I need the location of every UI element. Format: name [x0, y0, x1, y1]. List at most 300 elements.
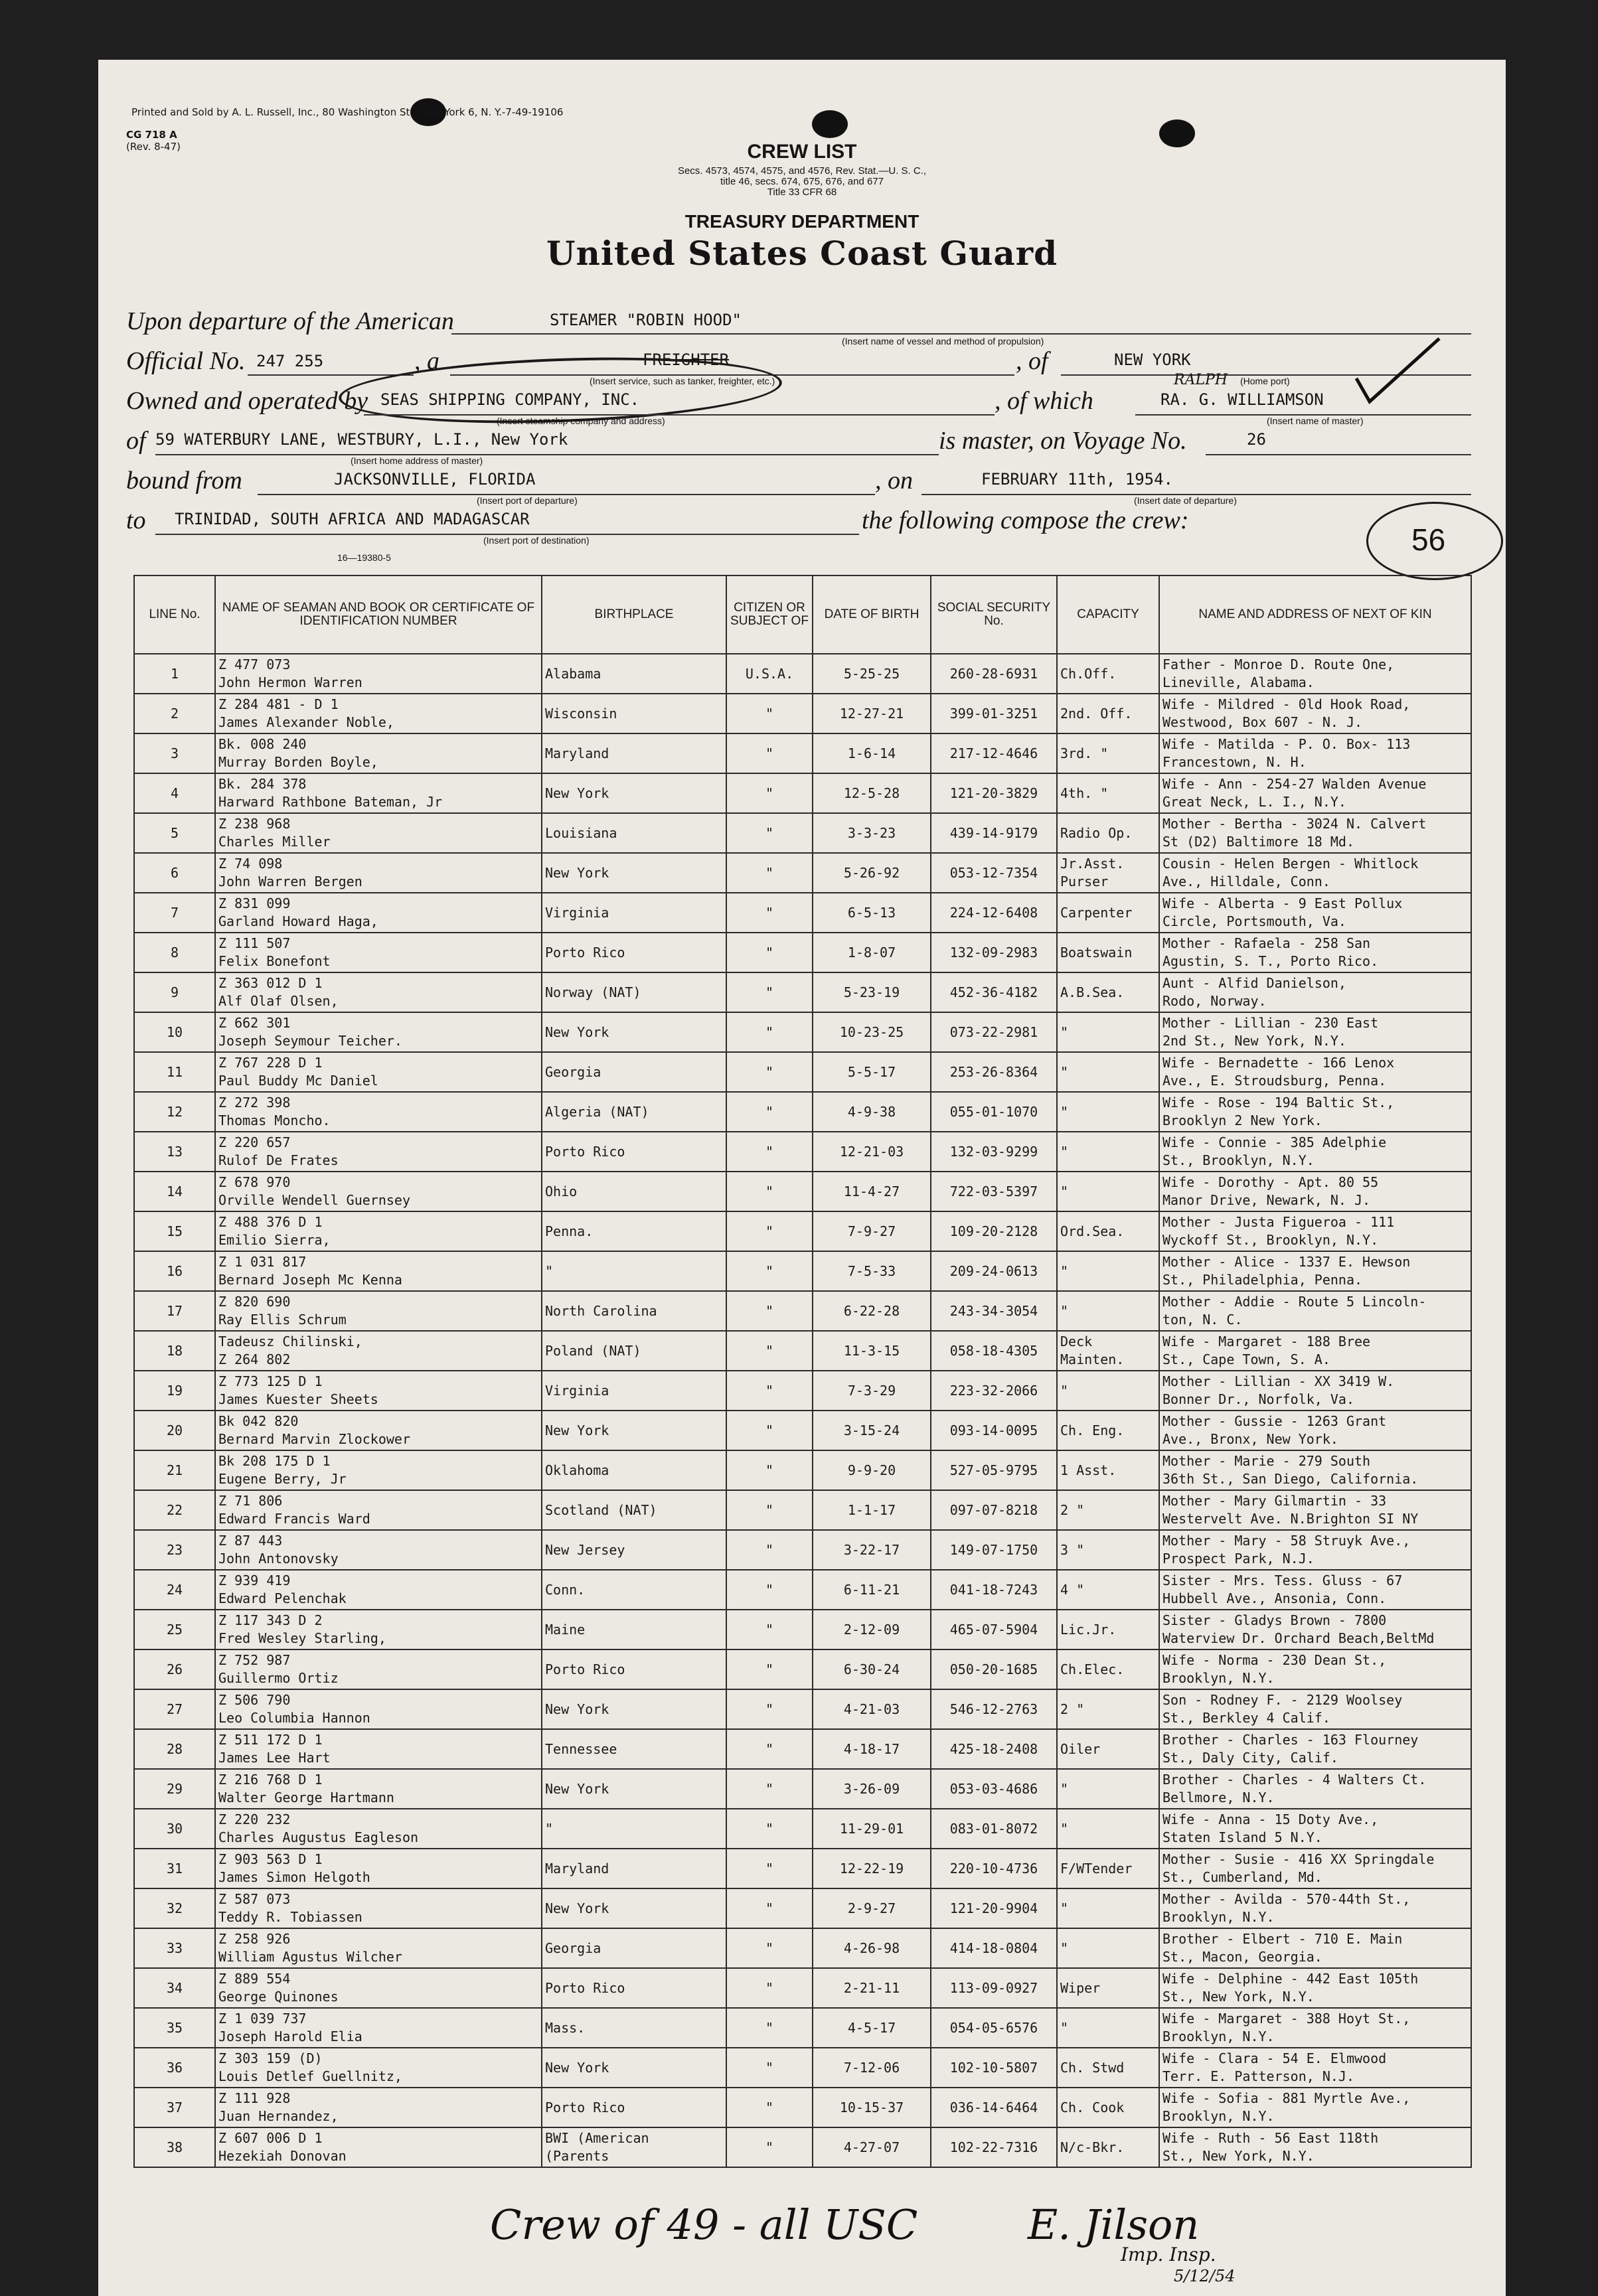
next-of-kin-cell-text: 36th St., San Diego, California. [1162, 1471, 1419, 1487]
citizen-cell [726, 694, 813, 733]
birthplace-cell-text: New Jersey [545, 1541, 625, 1558]
citizen-cell [726, 1331, 813, 1371]
capacity-cell-text: " [1060, 1820, 1069, 1837]
citizen-cell-text: " [765, 745, 774, 761]
next-of-kin-cell-text: Brooklyn, N.Y. [1162, 2028, 1275, 2044]
seaman-name-cell-text: Thomas Moncho. [218, 1112, 331, 1128]
date-of-birth-cell-text: 4-26-98 [843, 1940, 900, 1956]
next-of-kin-cell-text: Ave., Hilldale, Conn. [1162, 874, 1330, 889]
capacity-cell-text: Ch.Elec. [1060, 1661, 1125, 1677]
seaman-name-cell-text: Emilio Sierra, [218, 1232, 331, 1248]
line-number-cell [134, 694, 215, 733]
next-of-kin-cell-text: Wife - Margaret - 388 Hoyt St., [1162, 2011, 1411, 2027]
date-of-birth-cell-text: 7-3-29 [847, 1382, 896, 1399]
social-security-cell [931, 1251, 1057, 1291]
seaman-name-cell [215, 1132, 542, 1172]
birthplace-cell-text: Virginia [545, 1382, 609, 1399]
next-of-kin-cell-text: Prospect Park, N.J. [1162, 1551, 1315, 1567]
seaman-name-cell-text: Bk. 284 378 [218, 776, 307, 792]
table-row [134, 813, 1471, 853]
date-of-birth-cell [813, 733, 931, 773]
table-row [134, 1012, 1471, 1052]
social-security-cell-text: 399-01-3251 [949, 705, 1038, 722]
capacity-cell-text: 4 " [1060, 1581, 1085, 1598]
voyage-number: 26 [1247, 430, 1266, 449]
capacity-cell-text: F/WTender [1060, 1860, 1133, 1876]
next-of-kin-cell [1159, 972, 1471, 1012]
birthplace-cell-text: " [545, 1820, 554, 1837]
citizen-cell-text: " [765, 1063, 774, 1080]
next-of-kin-cell-text: Wife - Bernadette - 166 Lenox [1162, 1055, 1395, 1071]
line-number-cell [134, 1888, 215, 1928]
citizen-cell-text: " [765, 824, 774, 841]
fill-line [451, 333, 1471, 335]
next-of-kin-cell [1159, 1450, 1471, 1490]
social-security-cell [931, 1968, 1057, 2008]
capacity-cell-text: Ch. Cook [1060, 2099, 1125, 2115]
capacity-cell-text: Oiler [1060, 1740, 1101, 1757]
date-of-birth-cell [813, 2088, 931, 2127]
date-of-birth-cell [813, 1371, 931, 1411]
capacity-cell-text: " [1060, 1780, 1069, 1797]
next-of-kin-cell-text: Wife - Clara - 54 E. Elmwood [1162, 2050, 1387, 2066]
seaman-name-cell [215, 1968, 542, 2008]
capacity-cell [1057, 1411, 1159, 1450]
social-security-cell [931, 773, 1057, 813]
table-header-row [134, 575, 1471, 654]
seaman-name-cell-text: Z 506 790 [218, 1692, 291, 1708]
next-of-kin-cell-text: Brooklyn 2 New York. [1162, 1112, 1322, 1128]
social-security-cell [931, 1649, 1057, 1689]
birthplace-cell-text: Porto Rico [545, 1979, 625, 1996]
capacity-cell [1057, 1172, 1159, 1211]
citizen-cell-text: " [765, 1541, 774, 1558]
date-of-birth-cell [813, 773, 931, 813]
line-number-cell-text: 16 [166, 1263, 183, 1279]
capacity-cell [1057, 733, 1159, 773]
seaman-name-cell-text: Z 831 099 [218, 895, 291, 911]
official-number: 247 255 [256, 352, 324, 370]
seaman-name-cell [215, 1610, 542, 1649]
next-of-kin-cell-text: St., Daly City, Calif. [1162, 1750, 1338, 1766]
seaman-name-cell-text: William Agustus Wilcher [218, 1949, 402, 1965]
citizen-cell [726, 733, 813, 773]
next-of-kin-cell [1159, 2088, 1471, 2127]
next-of-kin-cell-text: Agustin, S. T., Porto Rico. [1162, 953, 1379, 969]
date-of-birth-cell [813, 694, 931, 733]
seaman-name-cell-text: Z 284 481 - D 1 [218, 696, 339, 712]
capacity-cell-text: " [1060, 1382, 1069, 1399]
column-header: SOCIAL SECURITY No. [931, 575, 1057, 654]
date-of-birth-cell [813, 2048, 931, 2088]
next-of-kin-cell-text: St., Cape Town, S. A. [1162, 1351, 1330, 1367]
date-of-birth-cell [813, 1769, 931, 1809]
birthplace-cell [542, 1052, 726, 1092]
seaman-name-cell [215, 1052, 542, 1092]
social-security-cell-text: 223-32-2066 [949, 1382, 1038, 1399]
next-of-kin-cell-text: Wife - Margaret - 188 Bree [1162, 1334, 1371, 1349]
social-security-cell [931, 1490, 1057, 1530]
social-security-cell [931, 813, 1057, 853]
capacity-cell-text: Lic.Jr. [1060, 1621, 1117, 1638]
seaman-name-cell-text: Orville Wendell Guernsey [218, 1192, 410, 1208]
next-of-kin-cell-text: Hubbell Ave., Ansonia, Conn. [1162, 1590, 1387, 1606]
line-number-cell [134, 893, 215, 933]
capacity-cell-text: " [1060, 1263, 1069, 1279]
is-master-label: is master, on Voyage No. [939, 427, 1187, 455]
birthplace-cell-text: Maine [545, 1621, 586, 1638]
capacity-cell [1057, 1968, 1159, 2008]
next-of-kin-cell [1159, 1729, 1471, 1769]
birthplace-cell [542, 1649, 726, 1689]
seaman-name-cell-text: Murray Borden Boyle, [218, 754, 378, 770]
table-row [134, 1251, 1471, 1291]
citizen-cell-text: " [765, 1223, 774, 1239]
table-row [134, 2048, 1471, 2088]
citizen-cell [726, 1490, 813, 1530]
date-of-birth-cell [813, 1849, 931, 1888]
table-row [134, 733, 1471, 773]
line-number-cell [134, 813, 215, 853]
birthplace-cell-text: Ohio [545, 1183, 578, 1199]
birthplace-cell-text: Porto Rico [545, 1143, 625, 1160]
capacity-cell-text: N/c-Bkr. [1060, 2139, 1125, 2155]
seaman-name-cell-text: Eugene Berry, Jr [218, 1471, 347, 1487]
birthplace-cell [542, 2008, 726, 2048]
line-number-cell [134, 1530, 215, 1570]
social-security-cell-text: 527-05-9795 [949, 1462, 1038, 1478]
citizen-cell-text: " [765, 1143, 774, 1160]
line-number-cell-text: 23 [166, 1541, 183, 1558]
table-row [134, 1291, 1471, 1331]
birthplace-cell-text: New York [545, 1780, 609, 1797]
citizen-cell-text: " [765, 904, 774, 921]
date-of-birth-cell [813, 1809, 931, 1849]
line-number-cell [134, 773, 215, 813]
seaman-name-cell-text: Z 752 987 [218, 1652, 291, 1668]
citizen-cell [726, 1172, 813, 1211]
capacity-cell [1057, 853, 1159, 893]
seaman-name-cell [215, 2008, 542, 2048]
capacity-cell-text: Ch. Stwd [1060, 2059, 1125, 2076]
seaman-name-cell-text: Z 71 806 [218, 1493, 283, 1509]
seaman-name-cell-text: Z 662 301 [218, 1015, 291, 1031]
birthplace-cell [542, 1530, 726, 1570]
seaman-name-cell-text: Z 587 073 [218, 1891, 291, 1907]
birthplace-cell-text: Tennessee [545, 1740, 617, 1757]
social-security-cell [931, 1729, 1057, 1769]
capacity-cell [1057, 933, 1159, 972]
citizen-cell [726, 1928, 813, 1968]
social-security-cell-text: 209-24-0613 [949, 1263, 1038, 1279]
seaman-name-cell [215, 1928, 542, 1968]
seaman-name-cell-text: Alf Olaf Olsen, [218, 993, 339, 1009]
line-number-cell [134, 1012, 215, 1052]
next-of-kin-cell-text: St (D2) Baltimore 18 Md. [1162, 834, 1354, 850]
next-of-kin-cell [1159, 1291, 1471, 1331]
seaman-name-cell-text: Z 258 926 [218, 1931, 291, 1947]
date-of-birth-cell-text: 12-27-21 [839, 705, 904, 722]
seaman-name-cell-text: Bernard Joseph Mc Kenna [218, 1272, 402, 1288]
date-of-birth-cell [813, 1490, 931, 1530]
line-number-cell [134, 1490, 215, 1530]
social-security-cell-text: 220-10-4736 [949, 1860, 1038, 1876]
social-security-cell [931, 654, 1057, 694]
seaman-name-cell-text: Bk 042 820 [218, 1413, 299, 1429]
citizen-cell-text: " [765, 944, 774, 960]
social-security-cell [931, 972, 1057, 1012]
line-number-cell [134, 1211, 215, 1251]
capacity-cell-text: 4th. " [1060, 785, 1109, 801]
birthplace-cell-text: BWI (American [545, 2130, 649, 2146]
social-security-cell [931, 1888, 1057, 1928]
seaman-name-cell [215, 1888, 542, 1928]
birthplace-cell [542, 773, 726, 813]
date-of-birth-cell-text: 7-5-33 [847, 1263, 896, 1279]
citizen-cell-text: " [765, 1940, 774, 1956]
seaman-name-cell-text: Garland Howard Haga, [218, 913, 378, 929]
social-security-cell [931, 1928, 1057, 1968]
home-port-hint: (Home port) [1240, 376, 1290, 386]
birthplace-cell [542, 1888, 726, 1928]
next-of-kin-cell-text: Wife - Ann - 254-27 Walden Avenue [1162, 776, 1427, 792]
table-row [134, 1689, 1471, 1729]
citizen-cell [726, 853, 813, 893]
citizen-cell-text: " [765, 1462, 774, 1478]
seaman-name-cell-text: Rulof De Frates [218, 1152, 339, 1168]
social-security-cell [931, 1132, 1057, 1172]
date-of-birth-cell [813, 1211, 931, 1251]
next-of-kin-cell-text: Cousin - Helen Bergen - Whitlock [1162, 856, 1419, 872]
date-of-birth-cell-text: 4-9-38 [847, 1103, 896, 1120]
capacity-cell [1057, 1052, 1159, 1092]
next-of-kin-cell-text: Manor Drive, Newark, N. J. [1162, 1192, 1371, 1208]
birthplace-cell-text: New York [545, 1422, 609, 1438]
line-number-cell [134, 853, 215, 893]
seaman-name-cell-text: Joseph Seymour Teicher. [218, 1033, 402, 1049]
citizen-cell-text: " [765, 1103, 774, 1120]
capacity-cell [1057, 1450, 1159, 1490]
seaman-name-cell [215, 694, 542, 733]
citizen-cell-text: " [765, 1900, 774, 1916]
table-row [134, 1172, 1471, 1211]
line-number-cell [134, 1450, 215, 1490]
table-row [134, 2088, 1471, 2127]
table-row [134, 1450, 1471, 1490]
date-of-birth-cell [813, 933, 931, 972]
citizen-cell [726, 1371, 813, 1411]
citizen-cell-text: " [765, 1701, 774, 1717]
birthplace-cell-text: Mass. [545, 2019, 586, 2036]
date-of-birth-cell-text: 6-5-13 [847, 904, 896, 921]
birthplace-cell [542, 733, 726, 773]
citizen-cell [726, 1530, 813, 1570]
date-of-birth-cell [813, 1092, 931, 1132]
seaman-name-cell-text: Paul Buddy Mc Daniel [218, 1073, 378, 1089]
birthplace-cell-text: Georgia [545, 1063, 601, 1080]
master-name: RA. G. WILLIAMSON [1160, 390, 1324, 409]
date-of-birth-cell [813, 2008, 931, 2048]
table-row [134, 654, 1471, 694]
next-of-kin-cell-text: Mother - Alice - 1337 E. Hewson [1162, 1254, 1411, 1270]
seaman-name-cell [215, 972, 542, 1012]
seaman-name-cell [215, 1689, 542, 1729]
seaman-name-cell [215, 1849, 542, 1888]
statutes-line: title 46, secs. 674, 675, 676, and 677 [720, 176, 884, 187]
next-of-kin-cell-text: Wife - Dorothy - Apt. 80 55 [1162, 1174, 1379, 1190]
seaman-name-cell [215, 1649, 542, 1689]
seaman-name-cell [215, 733, 542, 773]
seaman-name-cell [215, 2088, 542, 2127]
capacity-cell-text: Ord.Sea. [1060, 1223, 1125, 1239]
line-number-cell [134, 1172, 215, 1211]
next-of-kin-cell [1159, 2008, 1471, 2048]
line-number-cell-text: 25 [166, 1621, 183, 1638]
column-header: NAME OF SEAMAN AND BOOK OR CERTIFICATE OF IDENTIFICATION NUMBER [215, 575, 542, 654]
capacity-cell [1057, 1012, 1159, 1052]
capacity-cell [1057, 1092, 1159, 1132]
next-of-kin-cell [1159, 1331, 1471, 1371]
capacity-cell [1057, 694, 1159, 733]
next-of-kin-cell-text: Wife - Ruth - 56 East 118th [1162, 2130, 1379, 2146]
social-security-cell [931, 1172, 1057, 1211]
seaman-name-cell-text: Louis Detlef Guellnitz, [218, 2068, 402, 2084]
date-of-birth-cell [813, 1012, 931, 1052]
citizen-cell [726, 654, 813, 694]
seaman-name-cell-text: Z 111 928 [218, 2090, 291, 2106]
seaman-name-cell-text: Fred Wesley Starling, [218, 1630, 386, 1646]
birthplace-cell [542, 1092, 726, 1132]
table-row [134, 773, 1471, 813]
vessel-name: STEAMER "ROBIN HOOD" [550, 311, 742, 329]
birthplace-cell [542, 1689, 726, 1729]
date-of-birth-cell-text: 6-11-21 [843, 1581, 900, 1598]
of-label: , of [1016, 347, 1048, 375]
birthplace-cell [542, 1928, 726, 1968]
date-of-birth-cell-text: 5-23-19 [843, 984, 900, 1000]
seaman-name-cell [215, 2048, 542, 2088]
seaman-name-cell-text: Z 303 159 (D) [218, 2050, 323, 2066]
owned-label: Owned and operated by [126, 387, 368, 415]
table-row [134, 1968, 1471, 2008]
birthplace-cell [542, 1012, 726, 1052]
next-of-kin-cell-text: 2nd St., New York, N.Y. [1162, 1033, 1346, 1049]
capacity-cell [1057, 773, 1159, 813]
date-of-birth-cell [813, 893, 931, 933]
seaman-name-cell [215, 1291, 542, 1331]
date-of-birth-cell-text: 4-21-03 [843, 1701, 900, 1717]
social-security-cell-text: 073-22-2981 [949, 1024, 1038, 1040]
gpo-number: 16—19380-5 [337, 552, 391, 563]
capacity-cell-text: Deck [1060, 1334, 1093, 1349]
birthplace-cell [542, 1450, 726, 1490]
citizen-cell-text: " [765, 1621, 774, 1638]
departure-port-hint: (Insert port of departure) [477, 495, 578, 506]
social-security-cell [931, 1331, 1057, 1371]
social-security-cell-text: 053-03-4686 [949, 1780, 1038, 1797]
next-of-kin-cell [1159, 1769, 1471, 1809]
citizen-cell [726, 1450, 813, 1490]
date-of-birth-cell [813, 1729, 931, 1769]
line-number-cell [134, 654, 215, 694]
date-of-birth-cell [813, 1530, 931, 1570]
birthplace-cell-text: Alabama [545, 665, 601, 682]
line-number-cell-text: 5 [170, 824, 179, 841]
seaman-name-cell-text: George Quinones [218, 1989, 339, 2005]
next-of-kin-cell [1159, 1649, 1471, 1689]
birthplace-cell [542, 1729, 726, 1769]
capacity-cell [1057, 972, 1159, 1012]
line-number-cell [134, 1769, 215, 1809]
line-number-cell [134, 1649, 215, 1689]
seaman-name-cell [215, 1172, 542, 1211]
seaman-name-cell-text: James Lee Hart [218, 1750, 331, 1766]
next-of-kin-cell [1159, 1172, 1471, 1211]
departure-date: FEBRUARY 11th, 1954. [981, 470, 1173, 489]
social-security-cell-text: 050-20-1685 [949, 1661, 1038, 1677]
citizen-cell [726, 2088, 813, 2127]
citizen-cell [726, 1251, 813, 1291]
birthplace-cell [542, 1371, 726, 1411]
seaman-name-cell [215, 1490, 542, 1530]
birthplace-cell [542, 933, 726, 972]
master-address-hint: (Insert home address of master) [351, 455, 483, 466]
birthplace-cell-text: Maryland [545, 1860, 609, 1876]
citizen-cell [726, 773, 813, 813]
capacity-cell [1057, 1769, 1159, 1809]
next-of-kin-cell [1159, 813, 1471, 853]
birthplace-cell-text: Algeria (NAT) [545, 1103, 649, 1120]
next-of-kin-cell-text: Mother - Mary Gilmartin - 33 [1162, 1493, 1387, 1509]
date-of-birth-cell [813, 813, 931, 853]
date-of-birth-cell [813, 1331, 931, 1371]
citizen-cell-text: " [765, 1422, 774, 1438]
next-of-kin-cell [1159, 933, 1471, 972]
birthplace-cell [542, 1132, 726, 1172]
citizen-cell-text: " [765, 1263, 774, 1279]
next-of-kin-cell-text: Brother - Charles - 4 Walters Ct. [1162, 1772, 1427, 1788]
line-number-cell [134, 1092, 215, 1132]
social-security-cell-text: 053-12-7354 [949, 864, 1038, 881]
citizen-cell-text: " [765, 1740, 774, 1757]
birthplace-cell-text: Maryland [545, 745, 609, 761]
social-security-cell-text: 097-07-8218 [949, 1501, 1038, 1518]
social-security-cell-text: 439-14-9179 [949, 824, 1038, 841]
table-row [134, 1411, 1471, 1450]
date-of-birth-cell-text: 2-21-11 [843, 1979, 900, 1996]
table-row [134, 2008, 1471, 2048]
capacity-cell-text: Boatswain [1060, 944, 1133, 960]
birthplace-cell [542, 813, 726, 853]
next-of-kin-cell [1159, 1411, 1471, 1450]
next-of-kin-cell [1159, 773, 1471, 813]
date-of-birth-cell-text: 7-9-27 [847, 1223, 896, 1239]
table-row [134, 1331, 1471, 1371]
birthplace-cell-text: Poland (NAT) [545, 1342, 641, 1359]
line-number-cell-text: 9 [170, 984, 179, 1000]
capacity-cell-text: " [1060, 1302, 1069, 1319]
birthplace-cell [542, 1251, 726, 1291]
seaman-name-cell-text: Walter George Hartmann [218, 1790, 394, 1805]
birthplace-cell [542, 1291, 726, 1331]
a-label: , a [414, 347, 439, 375]
next-of-kin-cell-text: Wyckoff St., Brooklyn, N.Y. [1162, 1232, 1379, 1248]
vessel-service: FREIGHTER [643, 350, 730, 369]
citizen-cell [726, 1809, 813, 1849]
birthplace-cell [542, 654, 726, 694]
next-of-kin-cell-text: Brooklyn, N.Y. [1162, 1670, 1275, 1686]
social-security-cell [931, 1530, 1057, 1570]
